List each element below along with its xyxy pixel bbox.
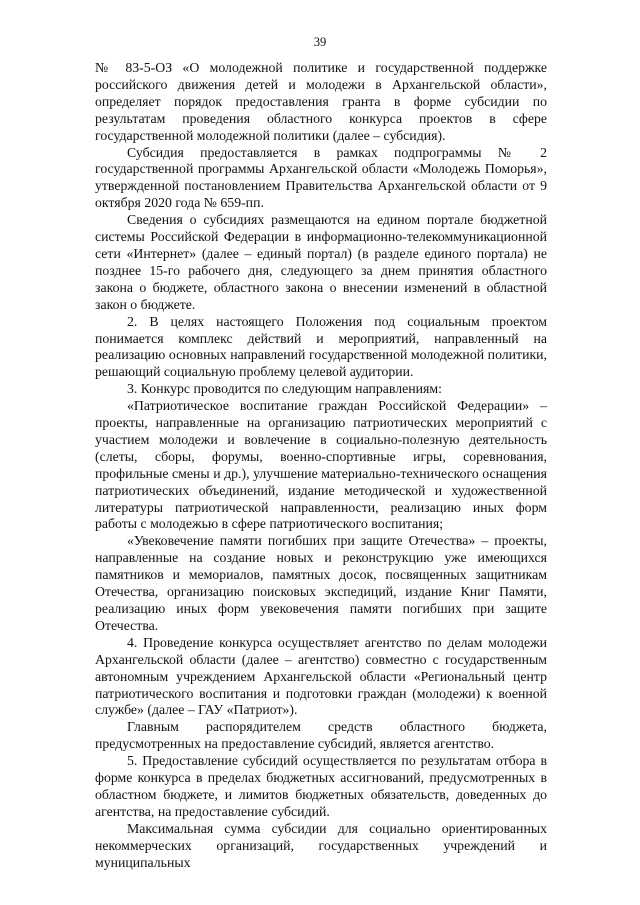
paragraph: «Патриотическое воспитание граждан Российской Федерации» – проекты, направленные на организацию патриотических мероприятий с участием молодежи и вовлечение в социально-полезную деятельность (слеты, сборы, форумы, военно-спортивные игры, соревнования, профильные смены и др.), улучшение материально-технического оснащения патриотических объединений, издание методической и художественной литературы патриотической направленности, реализацию иных форм работы с молодежью в сфере патриотического воспитания; — [95, 398, 547, 532]
paragraph: 4. Проведение конкурса осуществляет агентство по делам молодежи Архангельской области (далее – агентство) совместно с государственным автономным учреждением Архангельской области «Региональный центр патриотического воспитания и подготовки граждан (молодежи) к военной службе» (далее – ГАУ «Патриот»). — [95, 634, 547, 718]
page-number: 39 — [313, 35, 327, 49]
paragraph: 5. Предоставление субсидий осуществляется по результатам отбора в форме конкурса в пределах бюджетных ассигнований, предусмотренных в областном бюджете, и лимитов бюджетных обязательств, доведенных до агентства, на предоставление субсидий. — [95, 753, 547, 819]
body-text — [95, 60, 547, 872]
paragraph: 2. В целях настоящего Положения под социальным проектом понимается комплекс действий и мероприятий, направленный на реализацию основных направлений государственной молодежной политики, решающий социальную проблему целевой аудитории. — [95, 313, 547, 380]
paragraph: Субсидия предоставляется в рамках подпрограммы № 2 государственной программы Архангельской области «Молодежь Поморья», утвержденной постановлением Правительства Архангельской области от 9 октября 2020 года № 659-пп. — [95, 144, 547, 211]
paragraph: «Увековечение памяти погибших при защите Отечества» – проекты, направленные на создание новых и реконструкцию уже имеющихся памятников и мемориалов, памятных досок, посвященных защитникам Отечества, организацию поисковых экспедиций, издание Книг Памяти, реализацию иных форм увековечения памяти погибших при защите Отечества. — [95, 533, 547, 633]
paragraph: 3. Конкурс проводится по следующим направлениям: — [127, 381, 442, 397]
paragraph: Максимальная сумма субсидии для социально ориентированных некоммерческих организаций, государственных учреждений и муниципальных — [95, 820, 547, 870]
paragraph: Сведения о субсидиях размещаются на едином портале бюджетной системы Российской Федерации в информационно-телекоммуникационной сети «Интернет» (далее – единый портал) (в разделе единого портала) не позднее 15-го рабочего дня, следующего за днем принятия областного закона о бюджете, областного закона о внесении изменений в областной закон о бюджете. — [95, 212, 547, 312]
paragraph: № 83-5-ОЗ «О молодежной политике и государственной поддержке российского движения детей и молодежи в Архангельской области», определяет порядок предоставления гранта в форме субсидии по результатам проведения областного конкурса проектов в сфере государственной молодежной политики (далее – субсидия). — [95, 60, 547, 143]
paragraph: Главным распорядителем средств областного бюджета, предусмотренных на предоставление субсидий, является агентство. — [95, 719, 547, 752]
